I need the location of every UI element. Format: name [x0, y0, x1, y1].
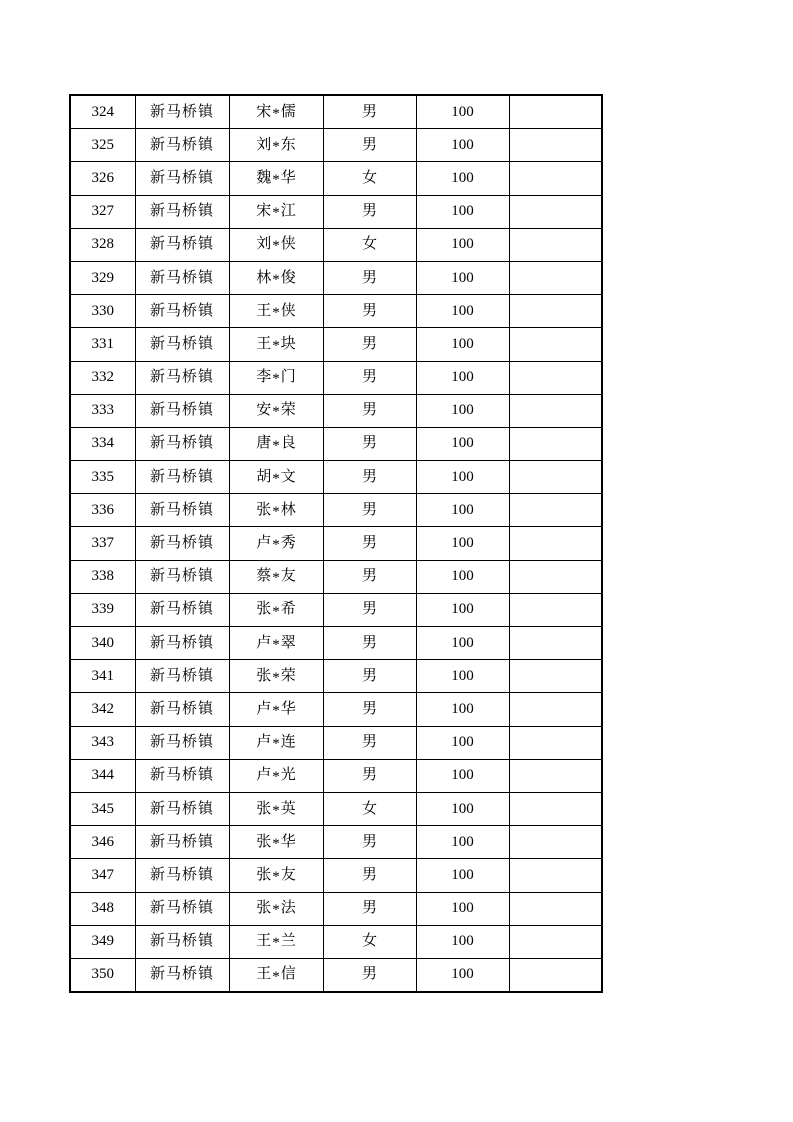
- table-row: [70, 826, 602, 859]
- cell-seq: 335: [70, 461, 135, 494]
- table-row: [70, 228, 602, 261]
- cell-gender: 男: [323, 394, 416, 427]
- table-row: [70, 195, 602, 228]
- cell-gender: 男: [323, 494, 416, 527]
- table-row: [70, 693, 602, 726]
- cell-seq: 332: [70, 361, 135, 394]
- cell-amount: 100: [416, 328, 509, 361]
- cell-name: 刘*东: [229, 129, 323, 162]
- cell-gender: 男: [323, 361, 416, 394]
- cell-note: [509, 195, 602, 228]
- cell-town: 新马桥镇: [135, 925, 229, 958]
- cell-seq: 340: [70, 627, 135, 660]
- cell-amount: 100: [416, 792, 509, 825]
- cell-amount: 100: [416, 726, 509, 759]
- cell-note: [509, 627, 602, 660]
- cell-town: 新马桥镇: [135, 826, 229, 859]
- cell-note: [509, 228, 602, 261]
- mask-asterisk: *: [272, 902, 280, 919]
- cell-town: 新马桥镇: [135, 494, 229, 527]
- table-row: [70, 726, 602, 759]
- cell-gender: 男: [323, 95, 416, 129]
- cell-name: 张*华: [229, 826, 323, 859]
- cell-seq: 342: [70, 693, 135, 726]
- cell-gender: 男: [323, 461, 416, 494]
- cell-seq: 350: [70, 958, 135, 992]
- mask-asterisk: *: [272, 271, 280, 288]
- cell-name: 魏*华: [229, 162, 323, 195]
- cell-amount: 100: [416, 162, 509, 195]
- cell-name: 张*友: [229, 859, 323, 892]
- mask-asterisk: *: [272, 968, 280, 985]
- table-row: [70, 394, 602, 427]
- mask-asterisk: *: [272, 470, 280, 487]
- cell-seq: 346: [70, 826, 135, 859]
- cell-town: 新马桥镇: [135, 693, 229, 726]
- cell-amount: 100: [416, 759, 509, 792]
- cell-note: [509, 726, 602, 759]
- cell-name: 张*希: [229, 593, 323, 626]
- cell-gender: 男: [323, 593, 416, 626]
- mask-asterisk: *: [272, 835, 280, 852]
- cell-seq: 333: [70, 394, 135, 427]
- mask-asterisk: *: [272, 404, 280, 421]
- cell-note: [509, 494, 602, 527]
- cell-amount: 100: [416, 892, 509, 925]
- cell-note: [509, 129, 602, 162]
- table-row: [70, 859, 602, 892]
- cell-note: [509, 693, 602, 726]
- cell-amount: 100: [416, 660, 509, 693]
- cell-gender: 男: [323, 660, 416, 693]
- table-row: [70, 261, 602, 294]
- cell-town: 新马桥镇: [135, 95, 229, 129]
- cell-town: 新马桥镇: [135, 593, 229, 626]
- cell-name: 安*荣: [229, 394, 323, 427]
- cell-gender: 男: [323, 427, 416, 460]
- cell-town: 新马桥镇: [135, 261, 229, 294]
- cell-note: [509, 859, 602, 892]
- mask-asterisk: *: [272, 537, 280, 554]
- cell-name: 王*信: [229, 958, 323, 992]
- cell-note: [509, 892, 602, 925]
- cell-note: [509, 759, 602, 792]
- cell-gender: 男: [323, 328, 416, 361]
- cell-town: 新马桥镇: [135, 859, 229, 892]
- cell-name: 卢*华: [229, 693, 323, 726]
- cell-amount: 100: [416, 693, 509, 726]
- table-row: [70, 162, 602, 195]
- cell-town: 新马桥镇: [135, 660, 229, 693]
- mask-asterisk: *: [272, 503, 280, 520]
- table-row: [70, 494, 602, 527]
- mask-asterisk: *: [272, 304, 280, 321]
- cell-amount: 100: [416, 560, 509, 593]
- roster-table: [69, 94, 603, 993]
- cell-seq: 349: [70, 925, 135, 958]
- mask-asterisk: *: [272, 570, 280, 587]
- cell-seq: 338: [70, 560, 135, 593]
- cell-seq: 331: [70, 328, 135, 361]
- cell-name: 卢*光: [229, 759, 323, 792]
- cell-gender: 男: [323, 958, 416, 992]
- cell-amount: 100: [416, 859, 509, 892]
- mask-asterisk: *: [272, 869, 280, 885]
- cell-name: 卢*连: [229, 726, 323, 759]
- cell-amount: 100: [416, 925, 509, 958]
- cell-note: [509, 560, 602, 593]
- cell-amount: 100: [416, 461, 509, 494]
- cell-note: [509, 295, 602, 328]
- table-row: [70, 129, 602, 162]
- cell-seq: 337: [70, 527, 135, 560]
- cell-seq: 347: [70, 859, 135, 892]
- table-row: [70, 461, 602, 494]
- cell-amount: 100: [416, 958, 509, 992]
- cell-name: 张*法: [229, 892, 323, 925]
- table-row: [70, 95, 602, 129]
- cell-amount: 100: [416, 394, 509, 427]
- table-row: [70, 792, 602, 825]
- table-row: [70, 759, 602, 792]
- cell-seq: 341: [70, 660, 135, 693]
- cell-gender: 女: [323, 792, 416, 825]
- cell-town: 新马桥镇: [135, 627, 229, 660]
- cell-gender: 女: [323, 925, 416, 958]
- cell-seq: 344: [70, 759, 135, 792]
- cell-seq: 336: [70, 494, 135, 527]
- cell-note: [509, 361, 602, 394]
- cell-note: [509, 792, 602, 825]
- cell-town: 新马桥镇: [135, 228, 229, 261]
- cell-name: 张*英: [229, 792, 323, 825]
- cell-town: 新马桥镇: [135, 759, 229, 792]
- cell-name: 王*兰: [229, 925, 323, 958]
- table-row: [70, 361, 602, 394]
- cell-town: 新马桥镇: [135, 560, 229, 593]
- table-row: [70, 958, 602, 992]
- cell-note: [509, 427, 602, 460]
- cell-town: 新马桥镇: [135, 195, 229, 228]
- cell-gender: 男: [323, 261, 416, 294]
- mask-asterisk: *: [272, 769, 280, 786]
- table-row: [70, 527, 602, 560]
- mask-asterisk: *: [272, 172, 280, 189]
- cell-gender: 男: [323, 195, 416, 228]
- cell-seq: 325: [70, 129, 135, 162]
- cell-amount: 100: [416, 228, 509, 261]
- mask-asterisk: *: [272, 736, 280, 753]
- cell-town: 新马桥镇: [135, 162, 229, 195]
- cell-gender: 男: [323, 726, 416, 759]
- table-row: [70, 593, 602, 626]
- cell-note: [509, 261, 602, 294]
- mask-asterisk: *: [272, 205, 280, 222]
- cell-amount: 100: [416, 129, 509, 162]
- cell-name: 卢*翠: [229, 627, 323, 660]
- cell-seq: 345: [70, 792, 135, 825]
- cell-gender: 男: [323, 693, 416, 726]
- cell-town: 新马桥镇: [135, 295, 229, 328]
- cell-note: [509, 461, 602, 494]
- cell-amount: 100: [416, 593, 509, 626]
- cell-name: 刘*侠: [229, 228, 323, 261]
- cell-seq: 329: [70, 261, 135, 294]
- cell-town: 新马桥镇: [135, 527, 229, 560]
- roster-table-body: [70, 95, 602, 992]
- cell-name: 卢*秀: [229, 527, 323, 560]
- table-row: [70, 328, 602, 361]
- cell-amount: 100: [416, 527, 509, 560]
- mask-asterisk: *: [272, 238, 280, 255]
- cell-note: [509, 925, 602, 958]
- cell-gender: 男: [323, 859, 416, 892]
- mask-asterisk: *: [272, 371, 280, 388]
- cell-town: 新马桥镇: [135, 792, 229, 825]
- cell-amount: 100: [416, 627, 509, 660]
- cell-note: [509, 958, 602, 992]
- cell-note: [509, 593, 602, 626]
- cell-note: [509, 826, 602, 859]
- mask-asterisk: *: [272, 703, 280, 720]
- cell-name: 胡*文: [229, 461, 323, 494]
- cell-gender: 男: [323, 627, 416, 660]
- mask-asterisk: *: [272, 105, 280, 122]
- cell-name: 林*俊: [229, 261, 323, 294]
- cell-note: [509, 328, 602, 361]
- table-row: [70, 660, 602, 693]
- cell-gender: 男: [323, 527, 416, 560]
- cell-gender: 男: [323, 826, 416, 859]
- cell-gender: 女: [323, 228, 416, 261]
- cell-seq: 326: [70, 162, 135, 195]
- cell-seq: 339: [70, 593, 135, 626]
- cell-name: 唐*良: [229, 427, 323, 460]
- table-row: [70, 560, 602, 593]
- table-row: [70, 925, 602, 958]
- cell-amount: 100: [416, 427, 509, 460]
- cell-town: 新马桥镇: [135, 892, 229, 925]
- cell-name: 宋*儒: [229, 95, 323, 129]
- cell-town: 新马桥镇: [135, 427, 229, 460]
- cell-amount: 100: [416, 261, 509, 294]
- mask-asterisk: *: [272, 437, 280, 454]
- table-row: [70, 892, 602, 925]
- cell-name: 王*块: [229, 328, 323, 361]
- cell-amount: 100: [416, 361, 509, 394]
- cell-amount: 100: [416, 195, 509, 228]
- cell-note: [509, 527, 602, 560]
- cell-name: 张*林: [229, 494, 323, 527]
- cell-amount: 100: [416, 826, 509, 859]
- table-row: [70, 627, 602, 660]
- table-row: [70, 427, 602, 460]
- cell-town: 新马桥镇: [135, 361, 229, 394]
- cell-note: [509, 394, 602, 427]
- cell-town: 新马桥镇: [135, 726, 229, 759]
- mask-asterisk: *: [272, 935, 280, 952]
- cell-seq: 328: [70, 228, 135, 261]
- cell-amount: 100: [416, 95, 509, 129]
- cell-gender: 男: [323, 759, 416, 792]
- cell-seq: 334: [70, 427, 135, 460]
- cell-gender: 男: [323, 129, 416, 162]
- cell-gender: 男: [323, 560, 416, 593]
- cell-name: 李*门: [229, 361, 323, 394]
- cell-name: 张*荣: [229, 660, 323, 693]
- cell-gender: 男: [323, 892, 416, 925]
- cell-seq: 324: [70, 95, 135, 129]
- cell-seq: 343: [70, 726, 135, 759]
- mask-asterisk: *: [272, 669, 280, 686]
- cell-town: 新马桥镇: [135, 328, 229, 361]
- cell-town: 新马桥镇: [135, 958, 229, 992]
- cell-amount: 100: [416, 494, 509, 527]
- mask-asterisk: *: [272, 338, 280, 354]
- cell-note: [509, 660, 602, 693]
- mask-asterisk: *: [272, 138, 280, 155]
- cell-note: [509, 95, 602, 129]
- mask-asterisk: *: [272, 802, 280, 819]
- cell-amount: 100: [416, 295, 509, 328]
- cell-name: 宋*江: [229, 195, 323, 228]
- cell-town: 新马桥镇: [135, 129, 229, 162]
- mask-asterisk: *: [272, 603, 280, 620]
- cell-gender: 男: [323, 295, 416, 328]
- cell-name: 蔡*友: [229, 560, 323, 593]
- cell-seq: 330: [70, 295, 135, 328]
- table-row: [70, 295, 602, 328]
- cell-seq: 327: [70, 195, 135, 228]
- cell-town: 新马桥镇: [135, 394, 229, 427]
- cell-town: 新马桥镇: [135, 461, 229, 494]
- cell-name: 王*侠: [229, 295, 323, 328]
- mask-asterisk: *: [272, 636, 280, 653]
- cell-note: [509, 162, 602, 195]
- cell-gender: 女: [323, 162, 416, 195]
- cell-seq: 348: [70, 892, 135, 925]
